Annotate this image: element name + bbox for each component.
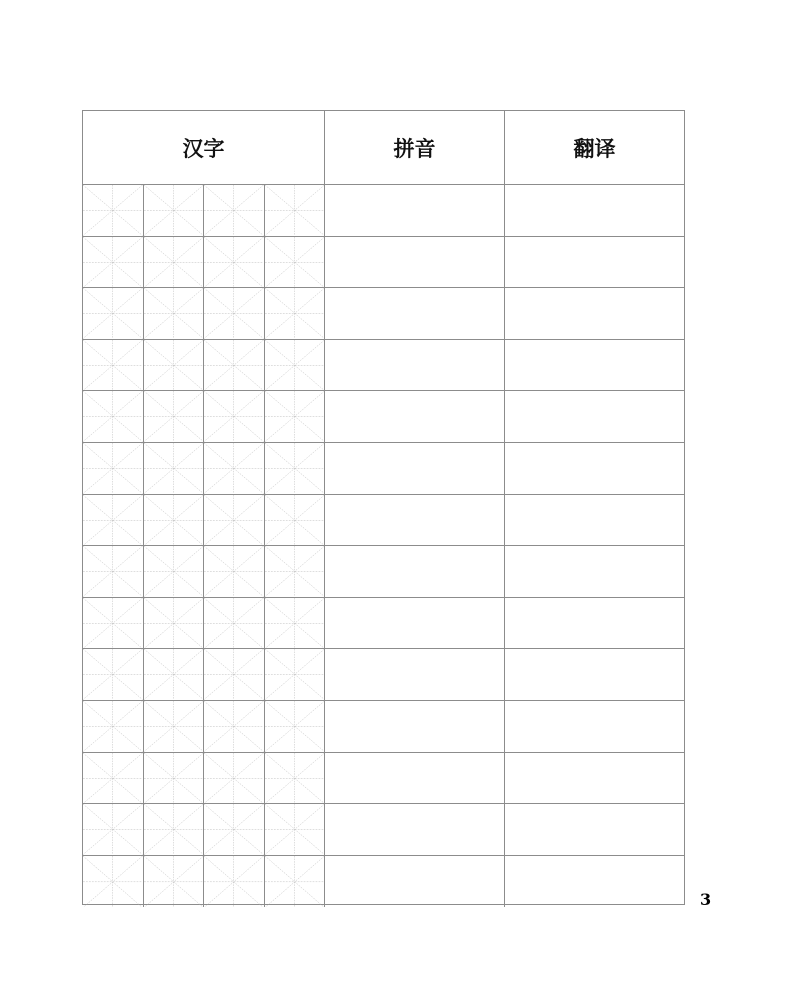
table-row — [83, 649, 684, 701]
mizige-guide-lines — [204, 391, 264, 442]
pinyin-write-cell[interactable] — [325, 495, 505, 546]
mizige-cell — [83, 649, 144, 700]
mizige-guide-lines — [265, 546, 325, 597]
mizige-guide-lines — [83, 856, 143, 908]
mizige-cell — [204, 288, 265, 339]
mizige-guide-lines — [204, 340, 264, 391]
mizige-cell — [144, 649, 205, 700]
mizige-guide-lines — [265, 598, 325, 649]
mizige-cell — [204, 340, 265, 391]
mizige-guide-lines — [83, 649, 143, 700]
mizige-cell — [204, 391, 265, 442]
mizige-guide-lines — [83, 495, 143, 546]
translation-write-cell[interactable] — [505, 753, 684, 804]
mizige-cell — [204, 185, 265, 236]
table-row — [83, 701, 684, 753]
mizige-guide-lines — [83, 391, 143, 442]
translation-write-cell[interactable] — [505, 391, 684, 442]
mizige-guide-lines — [83, 804, 143, 855]
mizige-cell — [265, 443, 325, 494]
mizige-guide-lines — [144, 495, 204, 546]
translation-write-cell[interactable] — [505, 288, 684, 339]
hanzi-practice-area — [83, 546, 325, 597]
mizige-cell — [83, 288, 144, 339]
mizige-guide-lines — [265, 804, 325, 855]
hanzi-practice-area — [83, 237, 325, 288]
mizige-guide-lines — [144, 598, 204, 649]
mizige-guide-lines — [204, 804, 264, 855]
table-body — [83, 185, 684, 904]
mizige-cell — [265, 598, 325, 649]
mizige-guide-lines — [144, 443, 204, 494]
table-row — [83, 495, 684, 547]
translation-write-cell[interactable] — [505, 546, 684, 597]
hanzi-practice-area — [83, 391, 325, 442]
pinyin-write-cell[interactable] — [325, 237, 505, 288]
pinyin-write-cell[interactable] — [325, 804, 505, 855]
mizige-guide-lines — [265, 701, 325, 752]
mizige-guide-lines — [265, 340, 325, 391]
mizige-cell — [83, 443, 144, 494]
mizige-guide-lines — [144, 237, 204, 288]
mizige-guide-lines — [144, 856, 204, 908]
mizige-guide-lines — [144, 288, 204, 339]
translation-write-cell[interactable] — [505, 598, 684, 649]
mizige-guide-lines — [265, 185, 325, 236]
translation-write-cell[interactable] — [505, 856, 684, 908]
table-row — [83, 340, 684, 392]
mizige-cell — [83, 546, 144, 597]
table-row — [83, 237, 684, 289]
mizige-guide-lines — [204, 495, 264, 546]
mizige-cell — [265, 185, 325, 236]
table-row — [83, 443, 684, 495]
table-row — [83, 185, 684, 237]
mizige-guide-lines — [265, 856, 325, 908]
mizige-guide-lines — [83, 546, 143, 597]
mizige-cell — [144, 443, 205, 494]
mizige-cell — [83, 237, 144, 288]
mizige-guide-lines — [265, 288, 325, 339]
translation-write-cell[interactable] — [505, 701, 684, 752]
pinyin-write-cell[interactable] — [325, 288, 505, 339]
mizige-guide-lines — [265, 391, 325, 442]
mizige-cell — [265, 649, 325, 700]
mizige-cell — [265, 804, 325, 855]
mizige-cell — [265, 495, 325, 546]
translation-write-cell[interactable] — [505, 804, 684, 855]
hanzi-practice-area — [83, 443, 325, 494]
mizige-cell — [204, 649, 265, 700]
translation-write-cell[interactable] — [505, 443, 684, 494]
table-row — [83, 598, 684, 650]
mizige-cell — [204, 495, 265, 546]
mizige-guide-lines — [83, 340, 143, 391]
mizige-cell — [144, 546, 205, 597]
header-translation: 翻译 — [573, 136, 616, 161]
mizige-guide-lines — [144, 391, 204, 442]
mizige-cell — [144, 701, 205, 752]
mizige-guide-lines — [265, 495, 325, 546]
mizige-cell — [144, 237, 205, 288]
hanzi-practice-area — [83, 340, 325, 391]
table-row — [83, 288, 684, 340]
pinyin-write-cell[interactable] — [325, 391, 505, 442]
mizige-cell — [83, 856, 144, 908]
mizige-guide-lines — [83, 598, 143, 649]
table-row — [83, 856, 684, 908]
mizige-guide-lines — [204, 649, 264, 700]
mizige-guide-lines — [144, 701, 204, 752]
mizige-cell — [144, 598, 205, 649]
mizige-cell — [204, 701, 265, 752]
translation-write-cell[interactable] — [505, 340, 684, 391]
mizige-cell — [83, 753, 144, 804]
mizige-cell — [144, 495, 205, 546]
translation-write-cell[interactable] — [505, 185, 684, 236]
table-row — [83, 546, 684, 598]
mizige-cell — [144, 753, 205, 804]
translation-write-cell[interactable] — [505, 649, 684, 700]
mizige-cell — [265, 546, 325, 597]
mizige-cell — [204, 753, 265, 804]
mizige-guide-lines — [144, 185, 204, 236]
table-row — [83, 804, 684, 856]
hanzi-practice-area — [83, 701, 325, 752]
mizige-guide-lines — [144, 753, 204, 804]
mizige-guide-lines — [265, 443, 325, 494]
hanzi-practice-area — [83, 753, 325, 804]
mizige-guide-lines — [144, 340, 204, 391]
mizige-cell — [144, 185, 205, 236]
mizige-cell — [83, 340, 144, 391]
mizige-cell — [265, 753, 325, 804]
mizige-cell — [265, 237, 325, 288]
mizige-guide-lines — [204, 598, 264, 649]
hanzi-practice-area — [83, 649, 325, 700]
mizige-cell — [83, 701, 144, 752]
mizige-cell — [265, 288, 325, 339]
pinyin-write-cell[interactable] — [325, 649, 505, 700]
mizige-cell — [83, 391, 144, 442]
mizige-guide-lines — [144, 546, 204, 597]
mizige-cell — [144, 391, 205, 442]
translation-write-cell[interactable] — [505, 495, 684, 546]
mizige-guide-lines — [83, 443, 143, 494]
header-pinyin: 拼音 — [325, 111, 505, 184]
mizige-guide-lines — [83, 753, 143, 804]
pinyin-write-cell[interactable] — [325, 701, 505, 752]
mizige-guide-lines — [144, 649, 204, 700]
mizige-guide-lines — [204, 701, 264, 752]
mizige-cell — [265, 391, 325, 442]
mizige-guide-lines — [144, 804, 204, 855]
mizige-guide-lines — [204, 288, 264, 339]
mizige-cell — [144, 804, 205, 855]
mizige-cell — [83, 495, 144, 546]
mizige-cell — [83, 185, 144, 236]
mizige-guide-lines — [204, 443, 264, 494]
mizige-guide-lines — [204, 753, 264, 804]
pinyin-write-cell[interactable] — [325, 546, 505, 597]
mizige-guide-lines — [265, 753, 325, 804]
pinyin-write-cell[interactable] — [325, 340, 505, 391]
mizige-cell — [265, 856, 325, 908]
mizige-guide-lines — [83, 288, 143, 339]
table-row — [83, 391, 684, 443]
mizige-guide-lines — [204, 546, 264, 597]
pinyin-write-cell[interactable] — [325, 753, 505, 804]
practice-table — [82, 110, 685, 905]
mizige-cell — [204, 237, 265, 288]
mizige-guide-lines — [265, 649, 325, 700]
mizige-cell — [144, 856, 205, 908]
mizige-guide-lines — [204, 185, 264, 236]
mizige-guide-lines — [204, 856, 264, 908]
mizige-cell — [83, 804, 144, 855]
mizige-cell — [204, 598, 265, 649]
hanzi-practice-area — [83, 185, 325, 236]
pinyin-write-cell[interactable] — [325, 443, 505, 494]
pinyin-write-cell[interactable] — [325, 598, 505, 649]
mizige-cell — [204, 856, 265, 908]
header-hanzi: 汉字 — [83, 111, 325, 184]
mizige-cell — [265, 701, 325, 752]
mizige-cell — [204, 804, 265, 855]
hanzi-practice-area — [83, 598, 325, 649]
table-header — [83, 111, 684, 185]
mizige-cell — [83, 598, 144, 649]
mizige-cell — [204, 546, 265, 597]
hanzi-practice-area — [83, 495, 325, 546]
hanzi-practice-area — [83, 856, 325, 908]
mizige-cell — [144, 340, 205, 391]
mizige-cell — [204, 443, 265, 494]
translation-write-cell[interactable] — [505, 237, 684, 288]
page-number: 3 — [700, 890, 712, 909]
mizige-guide-lines — [265, 237, 325, 288]
mizige-guide-lines — [83, 237, 143, 288]
table-row — [83, 753, 684, 805]
hanzi-practice-area — [83, 804, 325, 855]
pinyin-write-cell[interactable] — [325, 185, 505, 236]
mizige-guide-lines — [83, 701, 143, 752]
mizige-guide-lines — [204, 237, 264, 288]
mizige-guide-lines — [83, 185, 143, 236]
pinyin-write-cell[interactable] — [325, 856, 505, 908]
mizige-cell — [265, 340, 325, 391]
hanzi-practice-area — [83, 288, 325, 339]
mizige-cell — [144, 288, 205, 339]
